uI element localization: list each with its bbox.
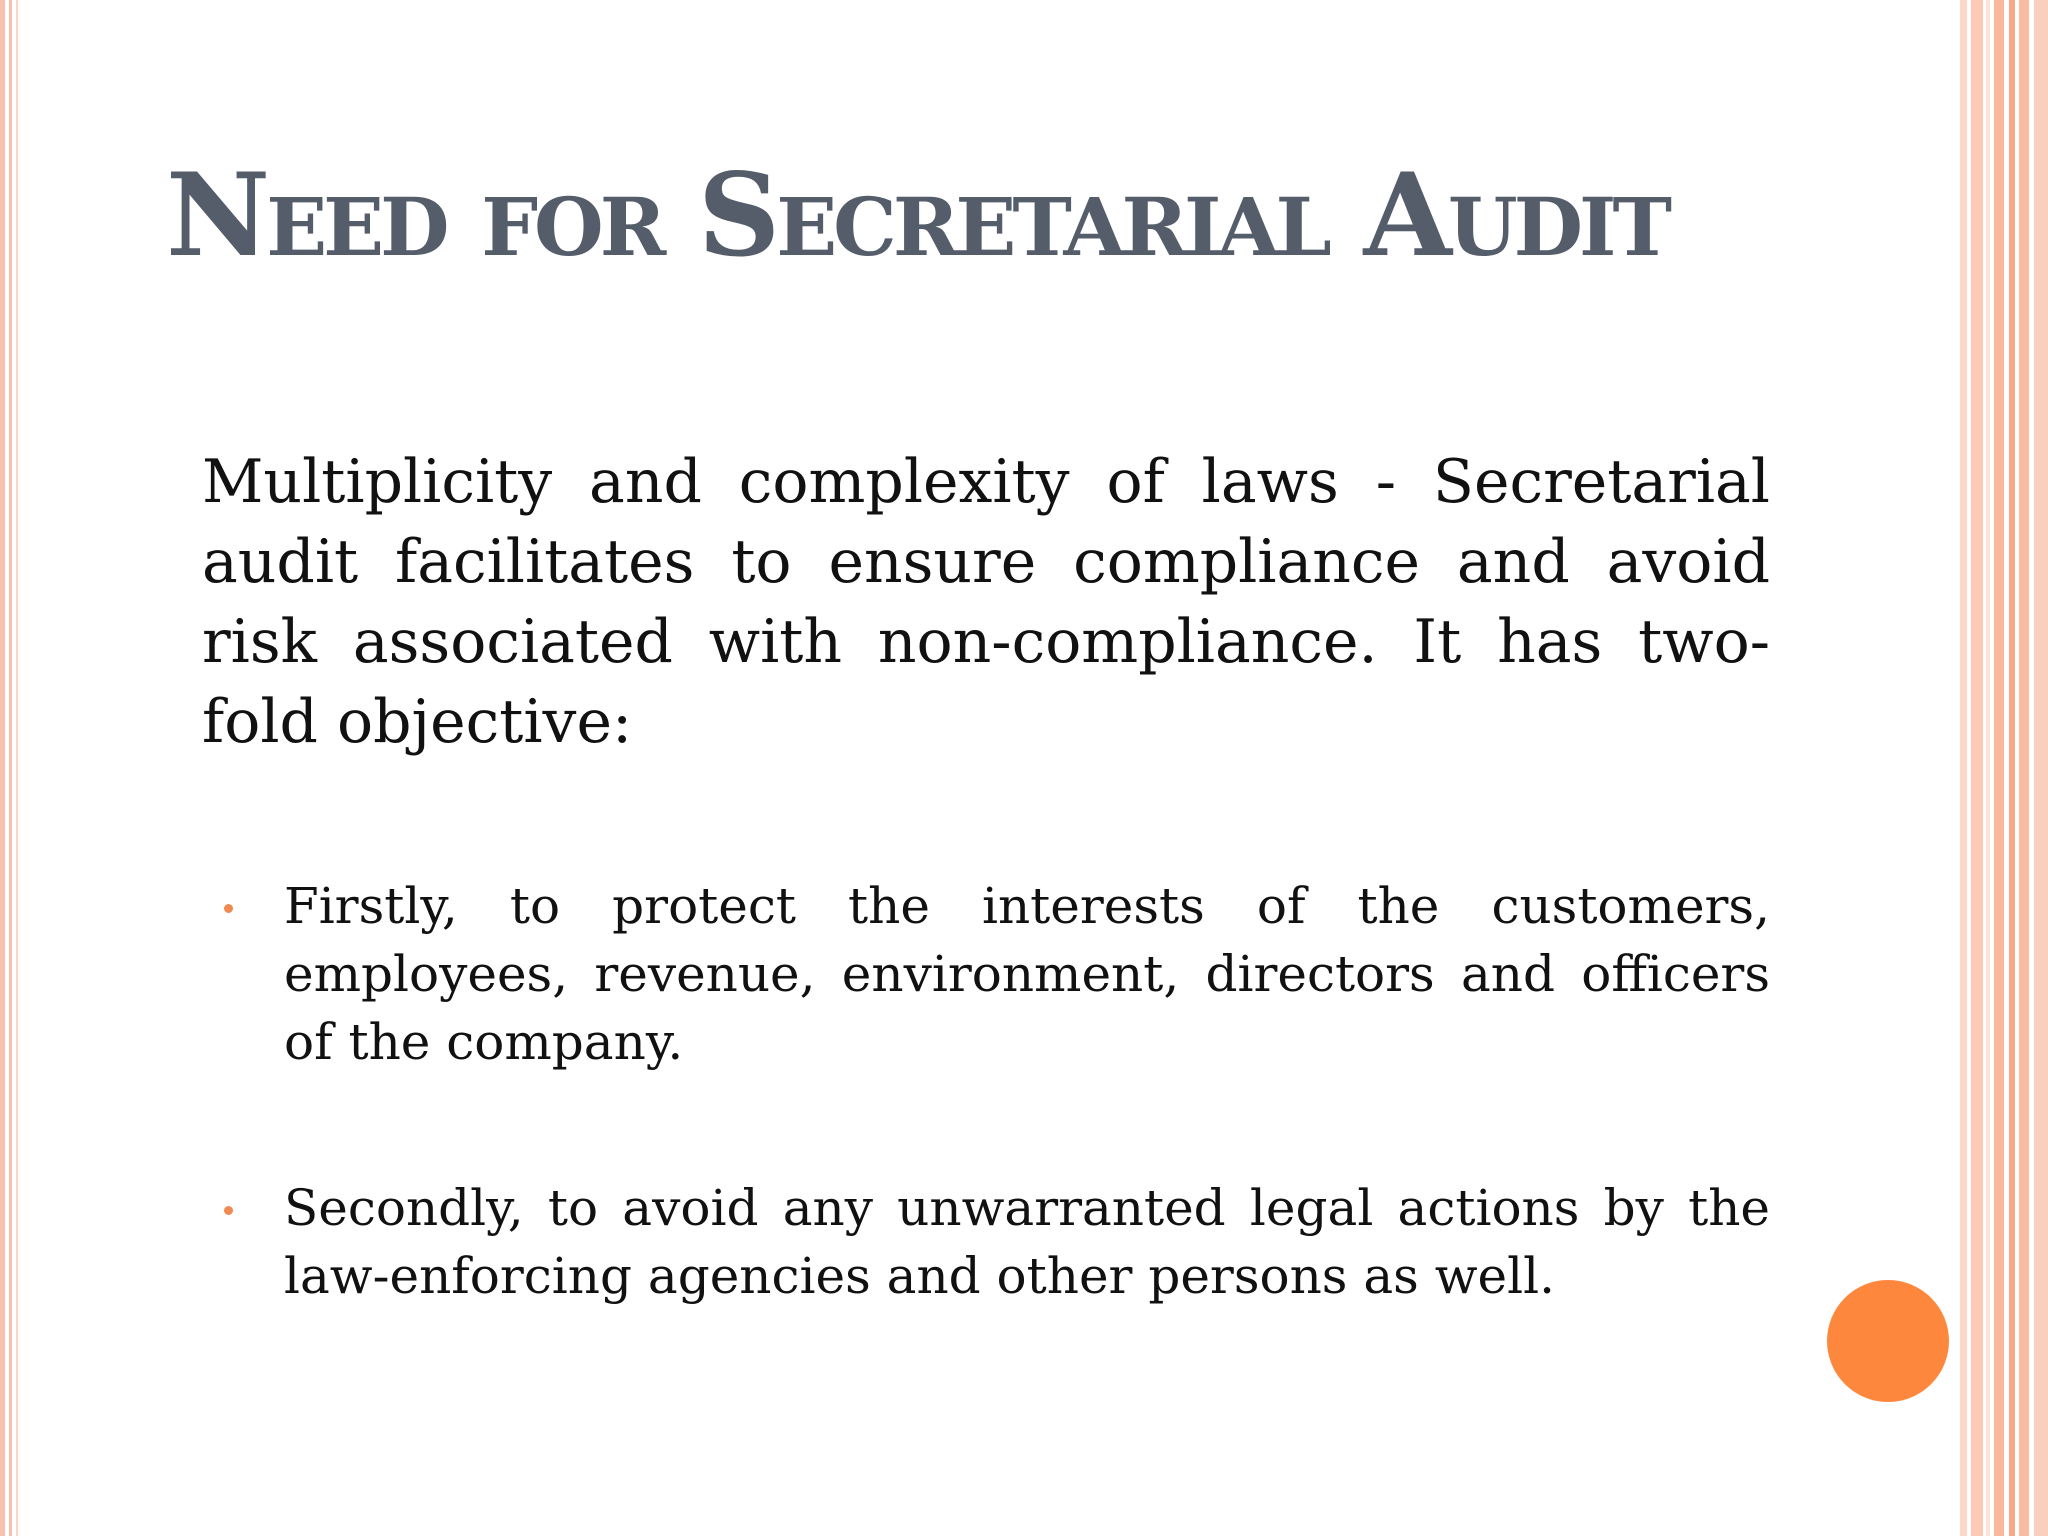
bullet-dot-icon: [224, 1206, 233, 1215]
bullet-dot-icon: [224, 904, 233, 913]
list-item: [202, 872, 1770, 1076]
right-border-stripe: [2034, 0, 2048, 1536]
slide-title: Need for Secretarial Audit: [166, 148, 1668, 282]
left-border-stripe: [0, 0, 5, 1536]
intro-paragraph: Multiplicity and complexity of laws - Secretarial audit facilitates to ensure compliance and avoid risk associated with non-compliance. It has two-fold objective:: [202, 447, 1770, 757]
right-border-stripe: [1971, 0, 1983, 1536]
bullet-text: Secondly, to avoid any unwarranted legal actions by the law-enforcing agencies and other persons as well.: [284, 1179, 1770, 1305]
right-border-stripe: [1986, 0, 1990, 1536]
right-border-stripe: [2009, 0, 2015, 1536]
list-item: [202, 1174, 1770, 1310]
left-border-stripe: [16, 0, 18, 1536]
right-border-stripe: [1994, 0, 2004, 1536]
bullet-list: [202, 872, 1770, 1310]
left-border-stripe: [9, 0, 12, 1536]
right-border-stripe: [2019, 0, 2029, 1536]
bullet-text: Firstly, to protect the interests of the customers, employees, revenue, environment, directors and officers of the company.: [284, 877, 1770, 1071]
right-border-stripe: [1960, 0, 1967, 1536]
decorative-circle-icon: [1827, 1280, 1949, 1402]
